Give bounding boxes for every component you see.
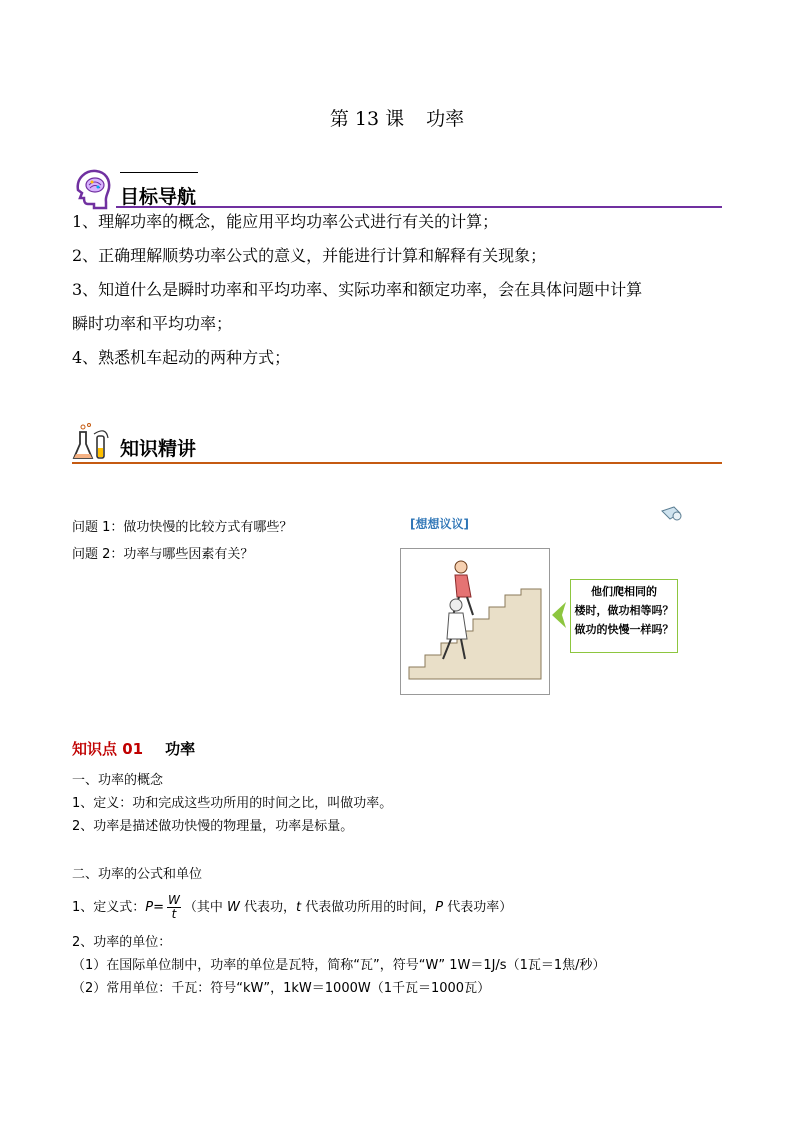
formula-note: 代表做功所用的时间，	[301, 900, 436, 915]
page-title	[0, 104, 794, 131]
formula-note-t: t	[296, 900, 302, 915]
unit-item: （1）在国际单位制中，功率的单位是瓦特，简称“瓦”，符号“W” 1W＝1J/s（1瓦＝1焦/秒）	[72, 958, 606, 973]
bubble-line: 他们爬相同的	[591, 585, 657, 598]
people-climbing-stairs-icon	[401, 549, 549, 694]
units-heading: 2、功率的单位：	[72, 935, 172, 950]
goal-item: 1、理解功率的概念，能应用平均功率公式进行有关的计算；	[72, 212, 499, 231]
goal-item: 瞬时功率和平均功率；	[72, 314, 233, 333]
formula-fraction	[167, 894, 181, 921]
formula-def-label: 1、定义式：	[72, 900, 146, 915]
figure-tag: [想想议议]	[410, 517, 469, 531]
knowledge-point-name: 功率	[165, 740, 196, 758]
formula-heading: 二、功率的公式和单位	[72, 867, 203, 882]
question-item: 问题 2：功率与哪些因素有关？	[72, 547, 254, 562]
concept-block	[72, 769, 392, 838]
section-goals-header	[72, 168, 722, 210]
chevron-left-icon	[548, 600, 570, 630]
formula-equals: =	[153, 900, 165, 915]
knowledge-point-number: 知识点 01	[72, 740, 144, 758]
formula-note: 代表功，	[239, 900, 297, 915]
goal-item: 2、正确理解顺势功率公式的意义，并能进行计算和解释有关现象；	[72, 246, 547, 265]
questions	[72, 514, 292, 568]
goals-list	[72, 205, 732, 375]
bubble-line: 做功的快慢一样吗？	[574, 623, 674, 636]
goal-item: 4、熟悉机车起动的两种方式；	[72, 348, 291, 367]
speech-bubble	[570, 579, 678, 653]
formula-note-w: W	[227, 900, 240, 915]
brain-head-icon	[72, 168, 114, 210]
section-knowledge-header	[72, 422, 722, 464]
section-knowledge-heading: 知识精讲	[120, 438, 197, 460]
lab-flask-icon	[72, 422, 112, 462]
lesson-topic: 功率	[426, 108, 465, 130]
units-block	[72, 931, 606, 1000]
formula-note-p: P	[435, 900, 444, 915]
lesson-number: 第 13 课	[329, 108, 405, 130]
section-knowledge-rule	[72, 462, 722, 464]
knowledge-point-heading	[72, 738, 195, 759]
formula-note: （其中	[183, 900, 228, 915]
formula-symbol-p: P	[145, 900, 154, 915]
concept-item: 1、定义：功和完成这些功所用的时间之比，叫做功率。	[72, 796, 393, 811]
concept-heading: 一、功率的概念	[72, 773, 164, 788]
question-item: 问题 1：做功快慢的比较方式有哪些？	[72, 520, 293, 535]
section-goals-heading: 目标导航	[120, 186, 197, 208]
formula-note: 代表功率）	[443, 900, 513, 915]
bubble-line: 楼时，做功相等吗？	[574, 604, 674, 617]
goal-item: 3、知道什么是瞬时功率和平均功率、实际功率和额定功率，会在具体问题中计算	[72, 280, 643, 299]
formula-definition	[72, 892, 512, 924]
stairs-illustration	[400, 548, 550, 695]
unit-item: （2）常用单位：千瓦：符号“kW”，1kW＝1000W（1千瓦＝1000瓦）	[72, 981, 491, 996]
fraction-denominator: t	[171, 907, 177, 921]
fraction-numerator: W	[168, 893, 180, 907]
concept-item: 2、功率是描述做功快慢的物理量，功率是标量。	[72, 819, 354, 834]
binoculars-icon	[660, 505, 684, 523]
